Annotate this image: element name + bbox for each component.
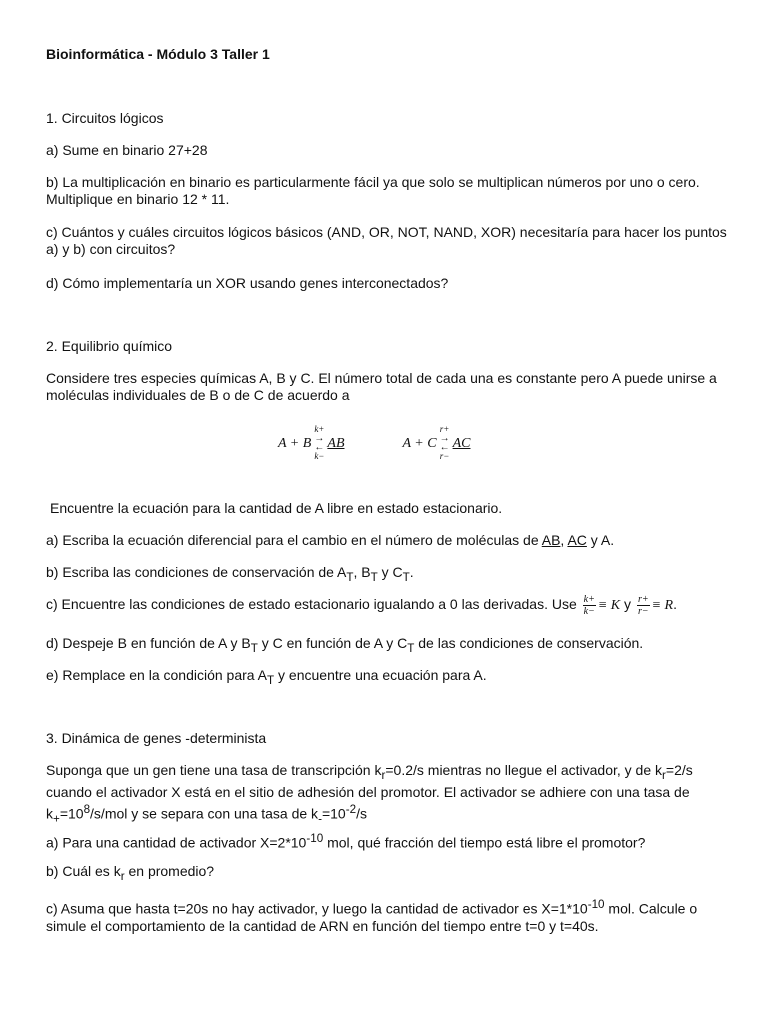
text: y C [377,564,403,580]
text: , B [353,564,371,580]
s3-item-a [46,830,728,852]
text: mol, qué fracción del tiempo está libre el promotor? [323,834,646,851]
subscript: T [407,641,415,655]
subscript: r [381,768,386,782]
forward-arrow-icon: → [314,433,325,444]
fraction-r [637,594,650,617]
text: =2/s cuando el activador X está en el sitio de adhesión del promotor. El activador se adhiere con una tasa de k [46,762,693,822]
denominator: r− [637,606,649,617]
section-2-heading: 2. Equilibrio químico [46,338,173,354]
subscript: T [250,641,258,655]
text: =0.2/s mientras no llegue el activador, y de k [385,762,663,778]
s1-item-a: a) Sume en binario 27+28 [46,142,208,158]
reaction-ac [403,425,471,461]
rate-k-minus: k− [314,451,325,461]
text: . [673,596,677,613]
s3-paragraph [46,762,728,827]
text: /s [356,805,367,822]
reaction-ac-arrows [440,425,450,461]
s1-item-d: d) Cómo implementaría un XOR usando genes interconectados? [46,275,449,291]
subscript: T [370,570,378,584]
reaction-ac-product: AC [452,435,471,451]
reaction-ac-reactants: A + C [402,435,437,451]
text: de las condiciones de conservación. [414,635,644,651]
numerator: r+ [637,594,649,605]
fraction-k [583,594,596,617]
text: c) Asuma que hasta t=20s no hay activador, y luego la cantidad de activador es X=1*10 [46,900,588,917]
species-ac: AC [567,532,587,548]
reaction-ab-arrows [314,425,324,461]
subscript: r [662,768,666,782]
s1-item-b: b) La multiplicación en binario es particularmente fácil ya que solo se multiplican números por uno o cero. Multiplique en binario 12 * 11. [46,174,700,207]
reaction-ab-product: AB [327,435,345,451]
text: c) Encuentre las condiciones de estado estacionario igualando a 0 las derivadas. Use [46,596,581,613]
subscript: T [402,570,410,584]
reaction-ab-reactants: A + B [278,435,312,451]
superscript: 8 [83,802,91,816]
text: =10 [59,805,84,822]
s2-item-e [46,667,728,689]
s3-item-c [46,896,728,935]
text: y A. [586,532,615,548]
s1-item-c: c) Cuántos y cuáles circuitos lógicos básicos (AND, OR, NOT, NAND, XOR) necesitaría para hacer los puntos a) y b) con circuitos? [46,224,727,257]
text: b) Cuál es k [46,863,121,879]
s2-item-c [46,594,728,617]
superscript: -2 [345,802,357,816]
s2-item-d [46,635,728,657]
text: mol. Calcule o simule el comportamiento de la cantidad de ARN en función del tiempo entre t=0 y t=40s. [46,900,698,934]
text: y C en función de A y C [257,635,408,651]
text: b) Escriba las condiciones de conservación de A [46,564,347,580]
section-3-heading: 3. Dinámica de genes -determinista [46,730,267,746]
numerator: k+ [583,594,595,605]
superscript: -10 [587,898,605,911]
equiv-k: ≡ K [597,598,621,614]
reaction-equations [278,420,470,466]
s2-item-b [46,564,728,586]
s3-item-b [46,863,728,885]
text: a) Para una cantidad de activador X=2*10 [46,834,307,851]
text: d) Despeje B en función de A y B [46,635,251,651]
subscript: T [267,673,275,687]
text: y encuentre una ecuación para A. [274,667,487,683]
species-ab: AB [541,532,561,548]
equiv-r: ≡ R [651,598,674,614]
s2-item-a [46,532,728,549]
text: a) Escriba la ecuación diferencial para el cambio en el número de moléculas de [46,532,542,548]
text: e) Remplace en la condición para A [46,667,268,683]
reverse-arrow-icon: ← [439,442,450,453]
subscript: + [53,812,60,826]
text: y [620,596,635,613]
subscript: - [318,812,322,826]
rate-r-plus: r+ [439,424,450,434]
section-1-heading: 1. Circuitos lógicos [46,110,164,126]
rate-r-minus: r− [439,451,450,461]
s2-find-statement: Encuentre la ecuación para la cantidad de A libre en estado estacionario. [50,500,503,516]
forward-arrow-icon: → [439,433,450,444]
superscript: -10 [306,832,324,845]
text: en promedio? [124,863,215,879]
subscript: T [346,570,354,584]
s2-intro: Considere tres especies químicas A, B y C. El número total de cada una es constante pero A puede unirse a moléculas individuales de B o de C de acuerdo a [46,370,717,403]
denominator: k− [583,606,595,617]
text: , [560,532,568,548]
subscript: r [120,869,125,883]
document-title: Bioinformática - Módulo 3 Taller 1 [46,46,270,62]
reaction-ab [278,425,345,461]
rate-k-plus: k+ [314,424,325,434]
text: . [409,564,414,580]
text: /s/mol y se separa con una tasa de k [90,805,319,822]
text: =10 [321,805,346,822]
reverse-arrow-icon: ← [314,442,325,453]
text: Suponga que un gen tiene una tasa de transcripción k [46,762,382,778]
